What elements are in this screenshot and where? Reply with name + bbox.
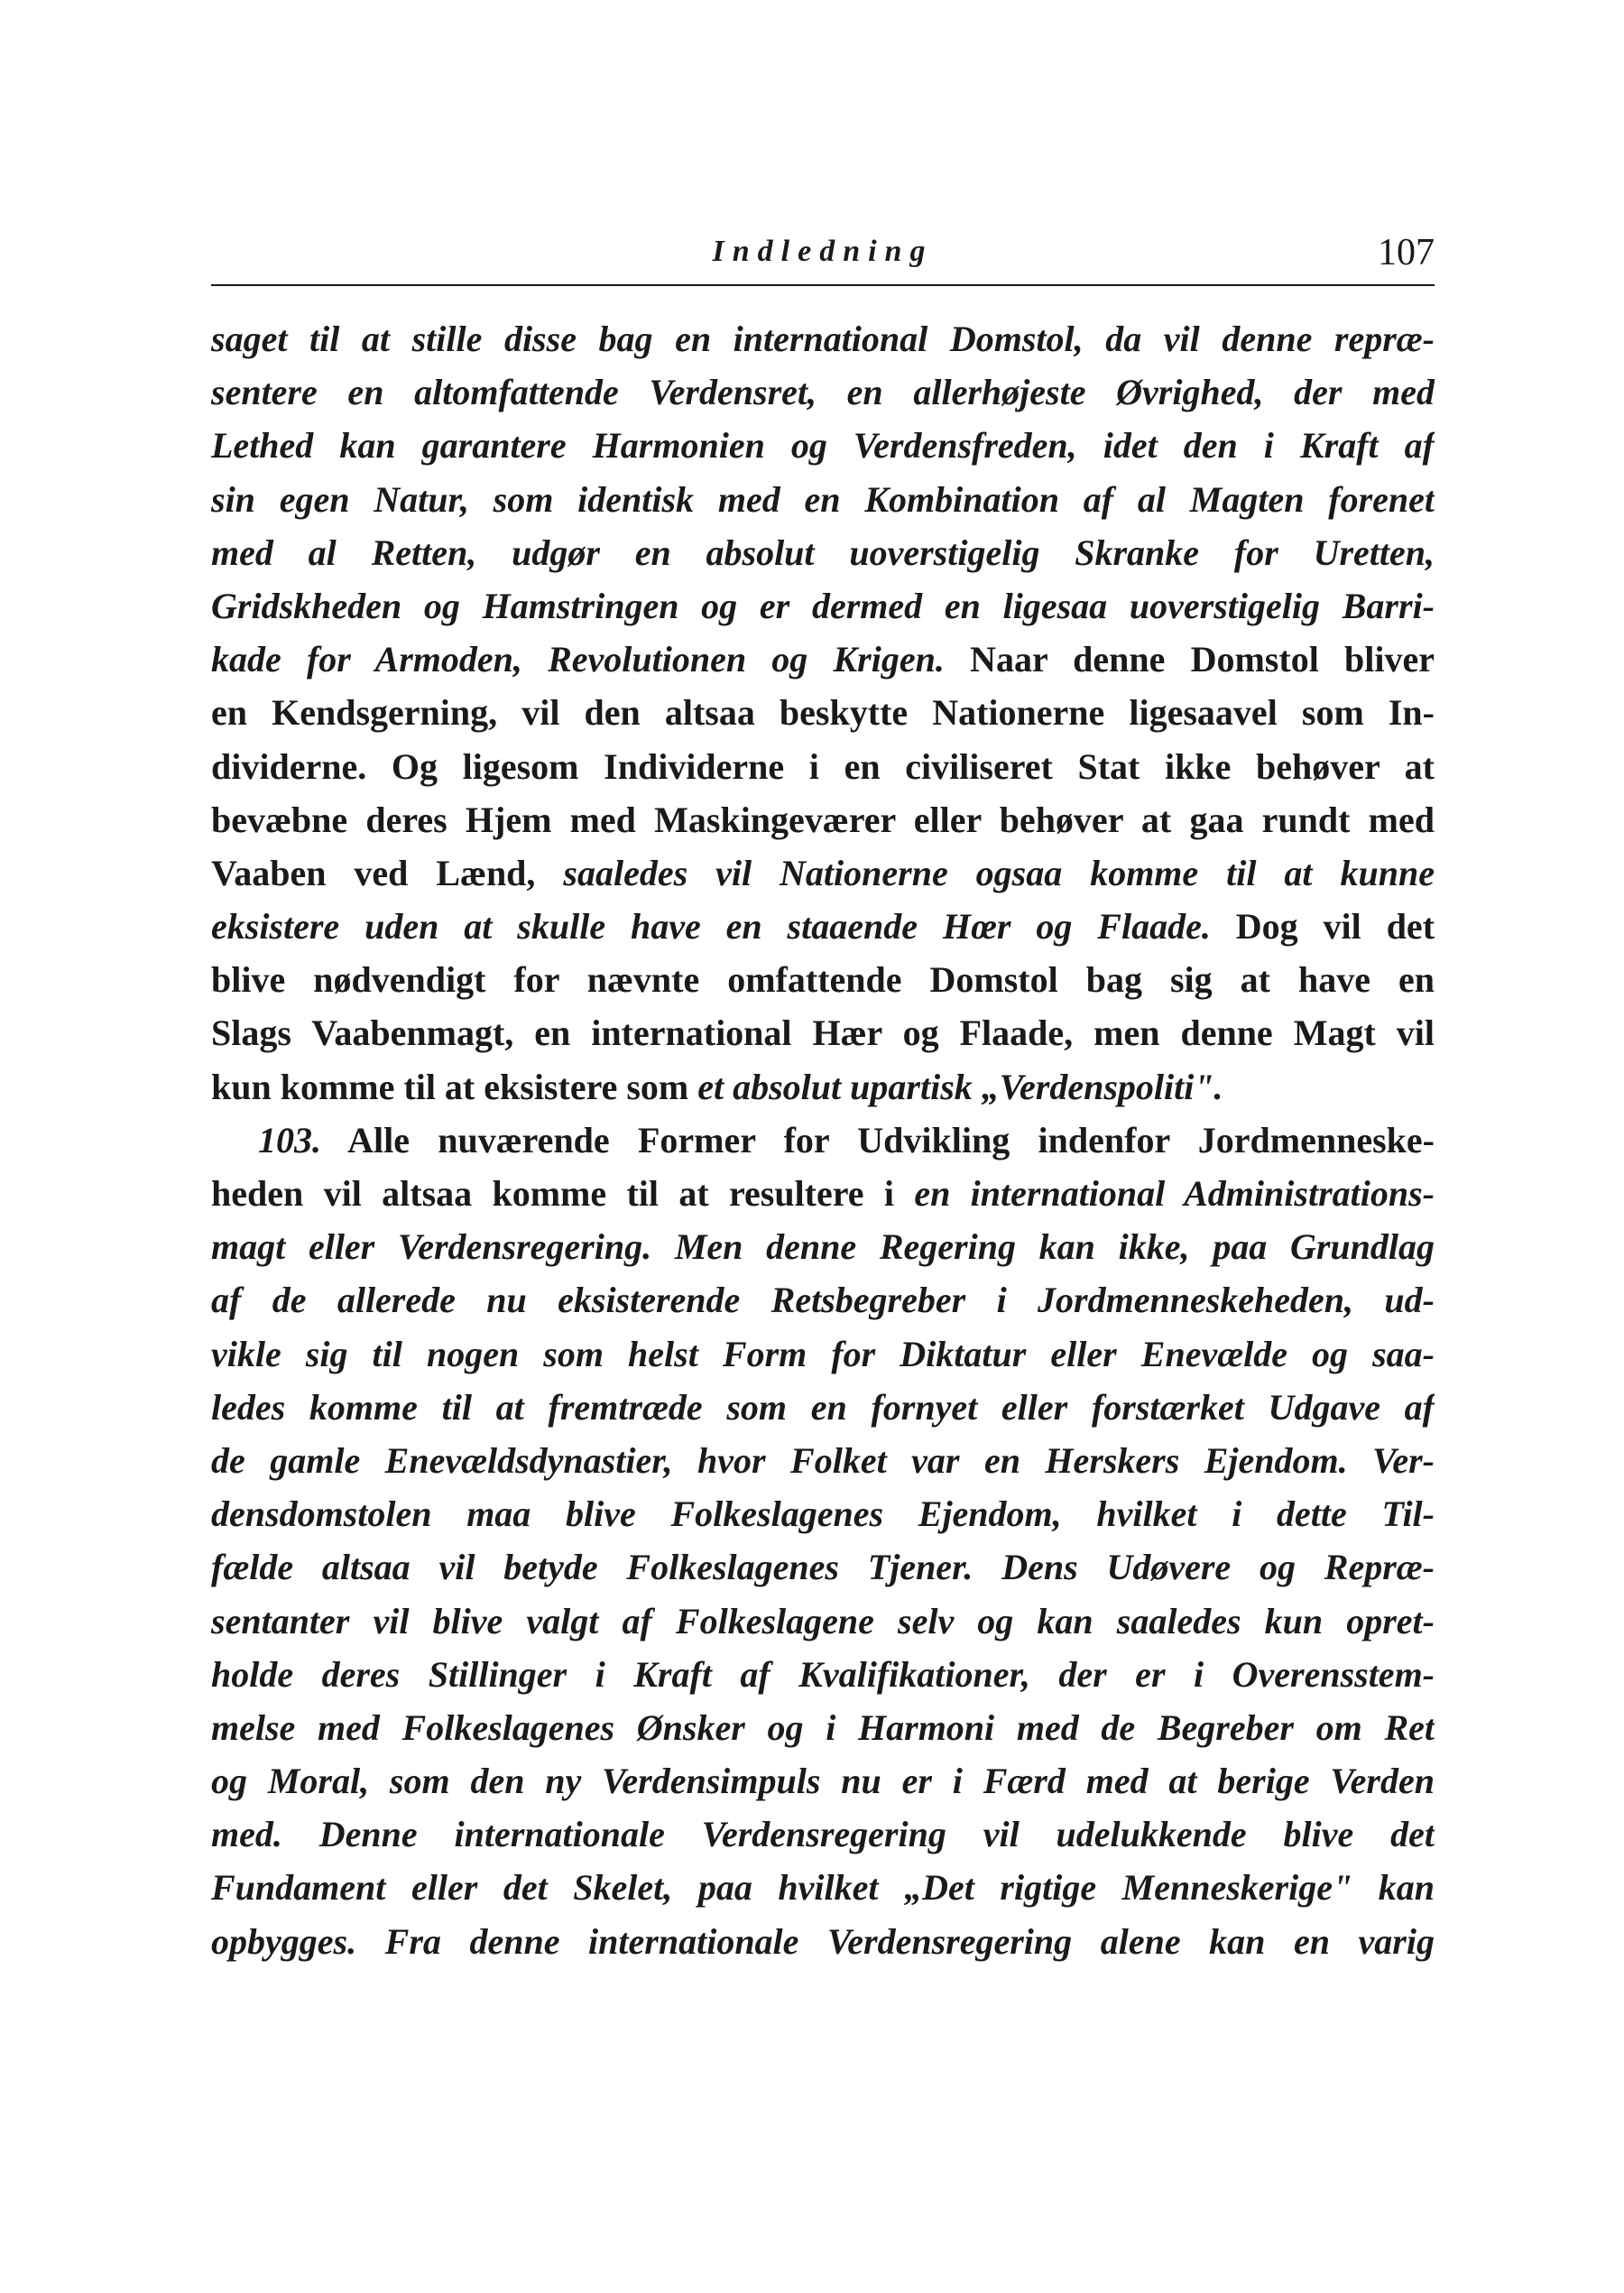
italic-text-segment: kade for Armoden, Revolutionen og Krigen. (211, 639, 945, 680)
text-line (211, 1754, 1435, 1808)
roman-text-segment: bevæbne deres Hjem med Maskingeværer eller behøver at gaa rundt med (211, 799, 1435, 840)
text-line (211, 1648, 1435, 1701)
italic-text-segment: holde deres Stillinger i Kraft af Kvalifikationer, der er i Overensstem- (211, 1653, 1435, 1695)
roman-text-segment: dividerne. Og ligesom Individerne i en civiliseret Stat ikke behøver at (211, 745, 1435, 787)
italic-text-segment: densdomstolen maa blive Folkeslagenes Ejendom, hvilket i dette Til- (211, 1493, 1435, 1535)
text-line (211, 1114, 1435, 1167)
roman-text-segment: heden vil altsaa komme til at resultere i (211, 1173, 915, 1214)
text-line (211, 900, 1435, 953)
italic-text-segment: melse med Folkeslagenes Ønsker og i Harmoni med de Begreber om Ret (211, 1706, 1435, 1748)
italic-text-segment: og Moral, som den ny Verdensimpuls nu er i Færd med at berige Verden (211, 1761, 1435, 1802)
italic-text-segment: sentere en altomfattende Verdensret, en allerhøjeste Øvrighed, der med (211, 372, 1435, 413)
header-rule (211, 284, 1435, 286)
italic-text-segment: de gamle Enevældsdynastier, hvor Folket var en Herskers Ejendom. Ver- (211, 1439, 1435, 1481)
italic-text-segment: saaledes vil Nationerne ogsaa komme til at kunne (563, 852, 1435, 893)
italic-text-segment: sin egen Natur, som identisk med en Kombination af al Magten forenet (211, 478, 1435, 520)
italic-text-segment: opbygges. Fra denne internationale Verdensregering alene kan en varig (211, 1920, 1435, 1962)
italic-text-segment: ledes komme til at fremtræde som en fornyet eller forstærket Udgave af (211, 1386, 1435, 1428)
text-line (211, 953, 1435, 1006)
text-line (211, 1220, 1435, 1273)
roman-text-segment: kun komme til at eksistere som (211, 1066, 698, 1107)
text-line (211, 1060, 1435, 1114)
roman-text-segment: Dog vil det (1210, 906, 1435, 948)
text-line (211, 1701, 1435, 1754)
italic-text-segment: magt eller Verdensregering. Men denne Regering kan ikke, paa Grundlag (211, 1226, 1435, 1268)
italic-text-segment: med. Denne internationale Verdensregering vil udelukkende blive det (211, 1814, 1435, 1855)
roman-text-segment: Vaaben ved Lænd, (211, 852, 564, 893)
italic-text-segment: Lethed kan garantere Harmonien og Verdensfreden, idet den i Kraft af (211, 425, 1435, 467)
body-text (211, 312, 1435, 1968)
text-line (211, 633, 1435, 686)
italic-text-segment: et absolut upartisk „Verdenspoliti". (697, 1066, 1223, 1107)
text-line (211, 1915, 1435, 1968)
text-line (211, 1540, 1435, 1594)
text-line (211, 1595, 1435, 1648)
text-line (211, 1167, 1435, 1220)
text-line (211, 312, 1435, 365)
text-line (211, 419, 1435, 472)
italic-text-segment: sentanter vil blive valgt af Folkeslagene selv og kan saaledes kun opret- (211, 1600, 1435, 1641)
text-line (211, 1381, 1435, 1434)
text-line (211, 1434, 1435, 1487)
text-line (211, 846, 1435, 900)
text-line (211, 1861, 1435, 1914)
text-line (211, 473, 1435, 526)
italic-text-segment: eksistere uden at skulle have en staaende Hœr og Flaade. (211, 906, 1211, 948)
text-line (211, 1808, 1435, 1861)
text-line (211, 1487, 1435, 1540)
text-line (211, 1006, 1435, 1059)
text-line (211, 686, 1435, 739)
text-line (211, 793, 1435, 846)
page-number: 107 (1378, 232, 1435, 273)
italic-text-segment: en international Administrations- (914, 1173, 1435, 1214)
text-line (211, 365, 1435, 419)
italic-text-segment: med al Retten, udgør en absolut uoverstigelig Skranke for Uretten, (211, 532, 1435, 573)
italic-text-segment: fælde altsaa vil betyde Folkeslagenes Tjener. Dens Udøvere og Repræ- (211, 1547, 1435, 1588)
roman-text-segment: en Kendsgerning, vil den altsaa beskytte Nationerne ligesaavel som In- (211, 692, 1435, 734)
italic-text-segment: vikle sig til nogen som helst Form for Diktatur eller Enevælde og saa- (211, 1333, 1435, 1374)
italic-text-segment: saget til at stille disse bag en international Domstol, da vil denne repræ- (211, 319, 1435, 359)
italic-text-segment: af de allerede nu eksisterende Retsbegreber i Jordmenneskeheden, ud- (211, 1280, 1435, 1321)
roman-text-segment: Naar denne Domstol bliver (944, 639, 1435, 680)
text-line (211, 1327, 1435, 1381)
italic-text-segment: Gridskheden og Hamstringen og er dermed en ligesaa uoverstigelig Barri- (211, 585, 1435, 626)
running-head-title: Indledning (712, 235, 934, 268)
italic-text-segment: Fundament eller det Skelet, paa hvilket „Det rigtige Menneskerige" kan (211, 1867, 1435, 1909)
running-head (211, 233, 1435, 287)
roman-text-segment: blive nødvendigt for nævnte omfattende Domstol bag sig at have en (211, 959, 1435, 1001)
italic-text-segment: 103. (258, 1119, 321, 1160)
text-line (211, 526, 1435, 579)
text-line (211, 1273, 1435, 1327)
roman-text-segment: Alle nuværende Former for Udvikling indenfor Jordmenneske- (321, 1119, 1435, 1160)
text-line (211, 740, 1435, 793)
text-line (211, 579, 1435, 633)
roman-text-segment: Slags Vaabenmagt, en international Hær og Flaade, men denne Magt vil (211, 1012, 1435, 1054)
